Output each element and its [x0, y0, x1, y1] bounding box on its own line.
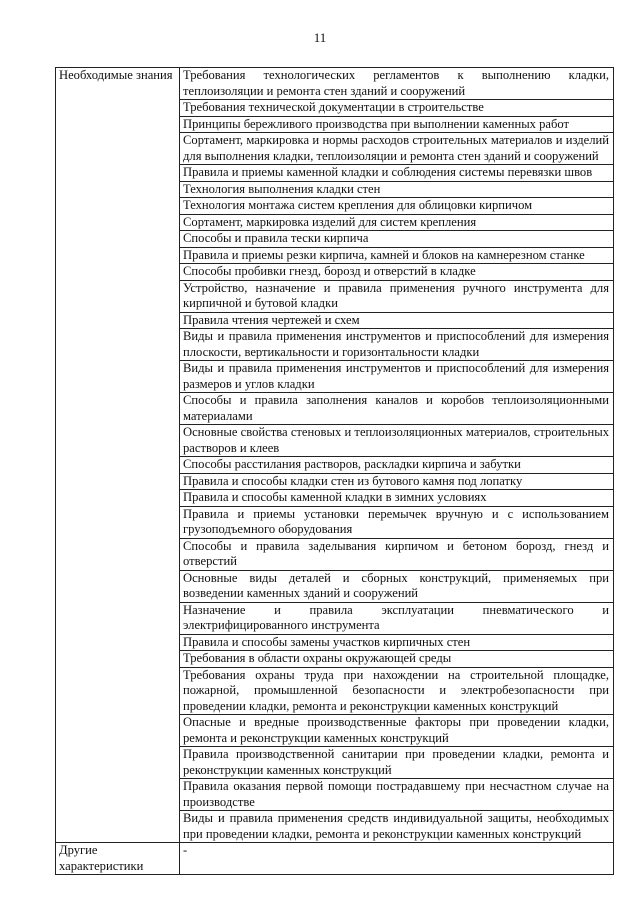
page-number: 11 — [313, 30, 327, 45]
knowledge-item: Опасные и вредные производственные факторы при проведении кладки, ремонта и реконструкции каменных конструкций — [180, 715, 614, 747]
required-knowledge-label: Необходимые знания — [56, 68, 180, 843]
knowledge-table-body — [56, 68, 614, 875]
knowledge-item: Технология монтажа систем крепления для облицовки кирпичом — [180, 198, 614, 215]
knowledge-item: Правила чтения чертежей и схем — [180, 312, 614, 329]
knowledge-item: Требования охраны труда при нахождении на строительной площадке, пожарной, промышленной безопасности и электробезопасности при проведении кладки, ремонта и реконструкции каменных конструкций — [180, 667, 614, 715]
knowledge-item: Способы и правила заделывания кирпичом и бетоном борозд, гнезд и отверстий — [180, 538, 614, 570]
knowledge-item: Правила и способы замены участков кирпичных стен — [180, 634, 614, 651]
knowledge-item: Технология выполнения кладки стен — [180, 181, 614, 198]
knowledge-item: Правила и способы каменной кладки в зимних условиях — [180, 490, 614, 507]
knowledge-item: Принципы бережливого производства при выполнении каменных работ — [180, 116, 614, 133]
knowledge-item: Устройство, назначение и правила применения ручного инструмента для кирпичной и бутовой кладки — [180, 280, 614, 312]
knowledge-item: Правила и способы кладки стен из бутового камня под лопатку — [180, 473, 614, 490]
other-characteristics-label: Другие характеристики — [56, 843, 180, 875]
knowledge-item: Способы расстилания растворов, раскладки кирпича и забутки — [180, 457, 614, 474]
knowledge-table — [55, 67, 614, 875]
table-row — [56, 843, 614, 875]
knowledge-item: Требования технологических регламентов к выполнению кладки, теплоизоляции и ремонта стен зданий и сооружений — [180, 68, 614, 100]
knowledge-item: Правила и приемы установки перемычек вручную и с использованием грузоподъемного оборудования — [180, 506, 614, 538]
knowledge-item: Виды и правила применения средств индивидуальной защиты, необходимых при проведении кладки, ремонта и реконструкции каменных конструкций — [180, 811, 614, 843]
knowledge-item: Требования технической документации в строительстве — [180, 100, 614, 117]
knowledge-item: Основные виды деталей и сборных конструкций, применяемых при возведении каменных зданий и сооружений — [180, 570, 614, 602]
knowledge-item: Способы и правила тески кирпича — [180, 231, 614, 248]
knowledge-item: Способы пробивки гнезд, борозд и отверстий в кладке — [180, 264, 614, 281]
knowledge-item: Виды и правила применения инструментов и приспособлений для измерения размеров и углов кладки — [180, 361, 614, 393]
knowledge-item: Виды и правила применения инструментов и приспособлений для измерения плоскости, вертикальности и горизонтальности кладки — [180, 329, 614, 361]
knowledge-item: Правила производственной санитарии при проведении кладки, ремонта и реконструкции каменных конструкций — [180, 747, 614, 779]
table-row — [56, 68, 614, 100]
knowledge-item: Сортамент, маркировка и нормы расходов строительных материалов и изделий для выполнения кладки, теплоизоляции и ремонта стен зданий и сооружений — [180, 133, 614, 165]
knowledge-item: Правила и приемы каменной кладки и соблюдения системы перевязки швов — [180, 165, 614, 182]
knowledge-item: Способы и правила заполнения каналов и коробов теплоизоляционными материалами — [180, 393, 614, 425]
knowledge-item: Требования в области охраны окружающей среды — [180, 651, 614, 668]
knowledge-item: Правила и приемы резки кирпича, камней и блоков на камнерезном станке — [180, 247, 614, 264]
other-characteristics-value: - — [180, 843, 614, 875]
knowledge-item: Правила оказания первой помощи пострадавшему при несчастном случае на производстве — [180, 779, 614, 811]
knowledge-item: Основные свойства стеновых и теплоизоляционных материалов, строительных растворов и клеев — [180, 425, 614, 457]
knowledge-item: Сортамент, маркировка изделий для систем крепления — [180, 214, 614, 231]
knowledge-item: Назначение и правила эксплуатации пневматического и электрифицированного инструмента — [180, 602, 614, 634]
